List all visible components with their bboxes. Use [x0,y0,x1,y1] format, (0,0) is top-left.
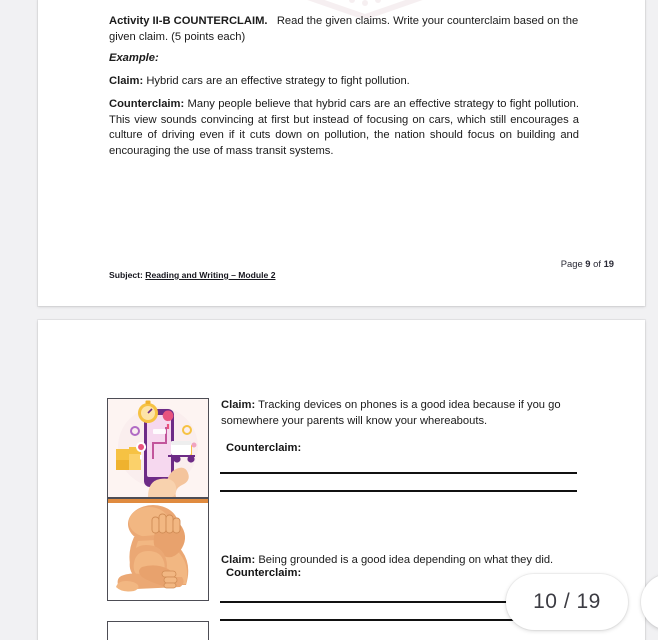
claim-label-1: Claim: [221,399,256,411]
activity-heading-block [109,14,579,45]
page-footer-prefix: Page [560,258,583,269]
example-counterclaim-block [109,97,579,160]
claim-label-2: Claim: [221,554,256,566]
page-indicator[interactable]: 10 / 19 [506,574,628,630]
page-footer-number [561,258,614,269]
counterclaim-label-1: Counterclaim: [226,442,302,454]
phone-tracking-delivery-icon [108,399,208,497]
example-claim-label: Claim: [109,75,144,87]
answer-line-1b[interactable] [220,490,577,492]
page-footer-total: 19 [603,258,614,269]
example-counterclaim-text: Many people believe that hybrid cars are an effective strategy to fight pollution. This view sounds convincing at first but instead of focusing on cars, which still encourages a culture of driving even if it cuts down on pollution, the nation should focus on building and encouraging the use of mass transit systems. [109,98,579,158]
answer-line-1a[interactable] [220,472,577,474]
third-illustration-icon [108,622,208,640]
page-footer-middle: of [593,258,601,269]
activity-instruction: Read the given claims. Write your counterclaim based on the given claim. (5 points each) [109,15,579,43]
subject-value: Reading and Writing – Module 2 [145,270,276,280]
counterclaim-label-2: Counterclaim: [226,567,302,579]
claim-text-1: Tracking devices on phones is a good idea because if you go somewhere your parents will know your whereabouts. [221,399,561,427]
activity-heading: Activity II-B COUNTERCLAIM. [109,15,268,27]
sad-figure-sitting-illustration [107,498,209,601]
third-illustration-partial [107,621,209,640]
example-claim-block [109,74,579,90]
phone-tracking-delivery-illustration [107,398,209,498]
example-label: Example: [109,52,159,64]
example-counterclaim-label: Counterclaim: [109,98,185,110]
document-page-9 [38,0,645,306]
claim-block-1 [221,398,579,429]
claim-text-2: Being grounded is a good idea depending on what they did. [258,554,554,566]
subject-label: Subject: [109,270,143,280]
example-claim-text: Hybrid cars are an effective strategy to fight pollution. [146,75,410,87]
sad-figure-sitting-icon [108,499,208,600]
page-footer-current: 9 [585,258,591,269]
page-footer-subject [109,270,275,280]
